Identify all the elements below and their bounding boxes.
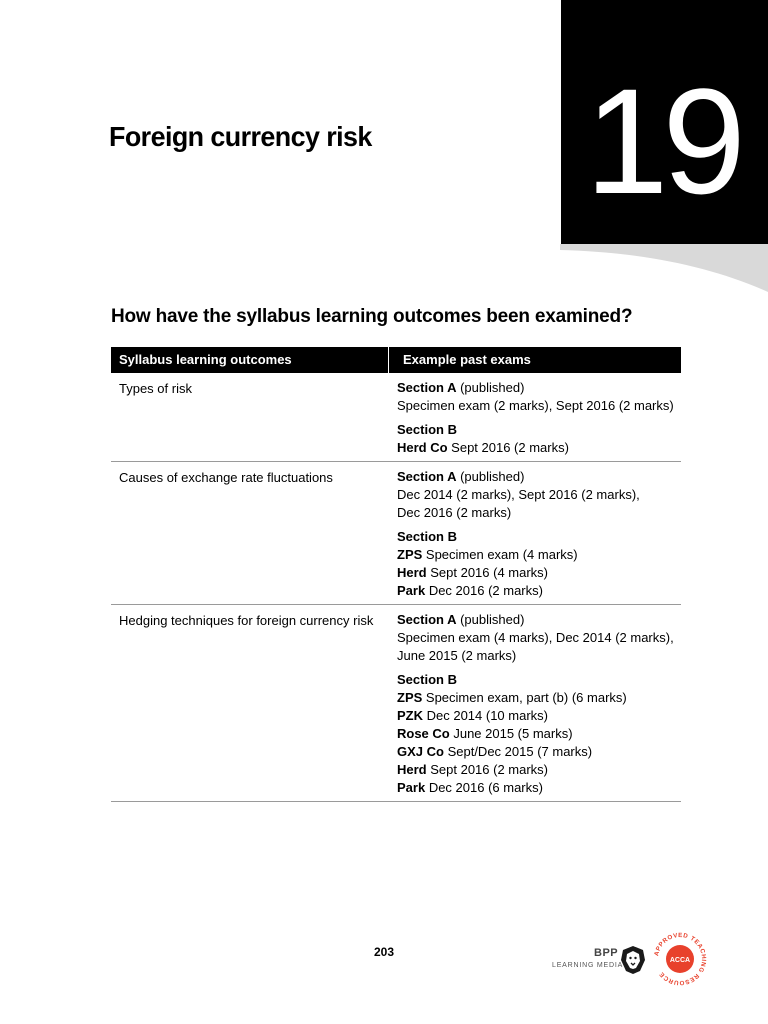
exam-detail-text: Sept 2016 (4 marks)	[426, 565, 549, 580]
publisher-name: BPP	[594, 947, 619, 959]
exam-label-bold: ZPS	[397, 547, 423, 562]
exam-line	[397, 504, 681, 522]
table-body	[111, 373, 681, 802]
past-exams-cell	[389, 605, 681, 801]
exam-label-bold: Rose Co	[397, 726, 450, 741]
chapter-swoosh-decoration	[560, 244, 768, 294]
exam-line	[397, 546, 681, 564]
page-number: 203	[373, 945, 395, 959]
acca-approved-badge	[652, 932, 708, 986]
exam-label-bold: Herd	[397, 762, 427, 777]
exam-line	[397, 439, 681, 457]
exam-outcomes-table	[111, 347, 681, 802]
exam-line	[397, 468, 681, 486]
page-title: Foreign currency risk	[109, 121, 372, 152]
exam-label-bold: Herd	[397, 565, 427, 580]
exam-line	[397, 761, 681, 779]
exam-label-bold: Section A	[397, 469, 457, 484]
exam-line	[397, 379, 681, 397]
exam-line	[397, 725, 681, 743]
exam-detail-text: Specimen exam, part (b) (6 marks)	[422, 690, 627, 705]
exam-section-group	[397, 379, 681, 415]
badge-center-text: ACCA	[669, 957, 691, 964]
exam-detail-text: June 2015 (5 marks)	[449, 726, 573, 741]
table-row	[111, 373, 681, 462]
exam-detail-text: June 2015 (2 marks)	[397, 648, 517, 663]
exam-detail-text: Dec 2014 (10 marks)	[423, 708, 548, 723]
exam-line	[397, 582, 681, 600]
exam-label-bold: PZK	[397, 708, 423, 723]
exam-detail-text: Dec 2016 (2 marks)	[397, 505, 512, 520]
exam-label-bold: Park	[397, 583, 426, 598]
exam-label-bold: Section B	[397, 422, 457, 437]
exam-section-group	[397, 528, 681, 600]
exam-section-group	[397, 611, 681, 665]
exam-detail-text: Dec 2016 (2 marks)	[425, 583, 543, 598]
section-heading: How have the syllabus learning outcomes been examined?	[111, 306, 633, 327]
header-example-past-exams: Example past exams	[403, 352, 531, 367]
past-exams-cell	[389, 373, 681, 461]
exam-section-group	[397, 671, 681, 797]
lion-logo-icon	[620, 945, 646, 975]
exam-detail-text: (published)	[456, 612, 525, 627]
table-row	[111, 462, 681, 605]
exam-label-bold: Section B	[397, 529, 457, 544]
exam-detail-text: Sept 2016 (2 marks)	[426, 762, 549, 777]
exam-detail-text: Sept/Dec 2015 (7 marks)	[443, 744, 593, 759]
exam-line	[397, 528, 681, 546]
publisher-subtitle: LEARNING MEDIA	[552, 962, 624, 969]
exam-detail-text: (published)	[456, 469, 525, 484]
exam-label-bold: Section A	[397, 380, 457, 395]
exam-label-bold: Section A	[397, 612, 457, 627]
chapter-number: 19	[585, 57, 740, 225]
exam-label-bold: Park	[397, 780, 426, 795]
table-row	[111, 605, 681, 802]
exam-line	[397, 486, 681, 504]
exam-line	[397, 779, 681, 797]
exam-line	[397, 647, 681, 665]
exam-line	[397, 743, 681, 761]
exam-label-bold: Section B	[397, 672, 457, 687]
exam-detail-text: Dec 2014 (2 marks), Sept 2016 (2 marks),	[397, 487, 640, 502]
exam-line	[397, 611, 681, 629]
exam-line	[397, 564, 681, 582]
exam-detail-text: Specimen exam (4 marks), Dec 2014 (2 marks),	[397, 630, 674, 645]
exam-detail-text: Specimen exam (2 marks), Sept 2016 (2 marks)	[397, 398, 674, 413]
exam-line	[397, 689, 681, 707]
syllabus-outcome-cell: Types of risk	[119, 381, 192, 396]
exam-label-bold: ZPS	[397, 690, 423, 705]
exam-line	[397, 707, 681, 725]
exam-label-bold: GXJ Co	[397, 744, 444, 759]
past-exams-cell	[389, 462, 681, 604]
header-syllabus-outcomes: Syllabus learning outcomes	[111, 347, 389, 373]
exam-line	[397, 629, 681, 647]
exam-line	[397, 397, 681, 415]
exam-section-group	[397, 468, 681, 522]
badge-ring-text: APPROVED TEACHING RESOURCE	[653, 932, 708, 986]
exam-detail-text: (published)	[456, 380, 525, 395]
exam-line	[397, 421, 681, 439]
exam-label-bold: Herd Co	[397, 440, 448, 455]
exam-line	[397, 671, 681, 689]
table-header	[111, 347, 681, 373]
syllabus-outcome-cell: Hedging techniques for foreign currency risk	[119, 613, 374, 628]
exam-detail-text: Dec 2016 (6 marks)	[425, 780, 543, 795]
syllabus-outcome-cell: Causes of exchange rate fluctuations	[119, 470, 333, 485]
exam-detail-text: Specimen exam (4 marks)	[422, 547, 578, 562]
exam-detail-text: Sept 2016 (2 marks)	[447, 440, 569, 455]
exam-section-group	[397, 421, 681, 457]
